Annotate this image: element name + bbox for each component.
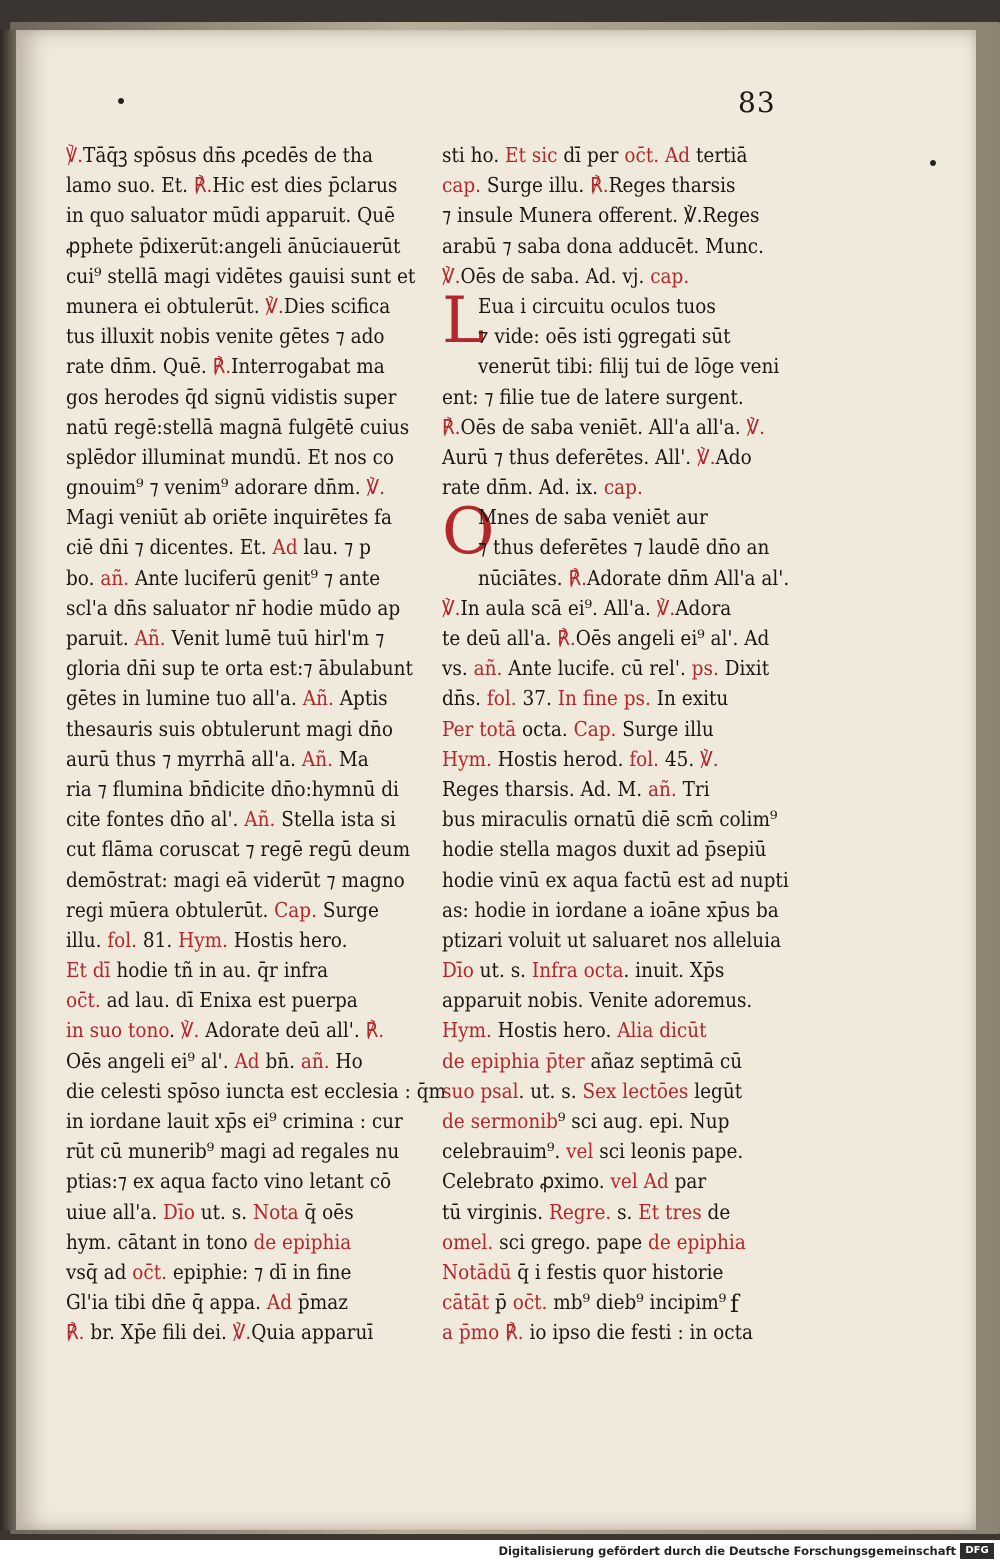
text-line: ⁊ thus deferētes ⁊ laudē dn̄o an bbox=[478, 535, 770, 560]
text-line: ent: ⁊ filie tue de latere surgent. bbox=[442, 384, 744, 409]
text-line: cui⁹ stellā magi vidētes gauisi sunt et bbox=[66, 263, 416, 288]
text-line: natū regē:stellā magnā fulgētē cuius bbox=[66, 414, 410, 439]
text-line: regi mūera obtulerūt. Cap. Surge bbox=[66, 897, 379, 922]
text-line: ⁊ insule Munera offerent. ℣.Reges bbox=[442, 203, 760, 228]
text-line: Aurū ⁊ thus deferētes. All'. ℣.Ado bbox=[442, 444, 752, 469]
text-line: de sermonib⁹ sci aug. epi. Nup bbox=[442, 1109, 730, 1133]
text-line: hodie vinū ex aqua factū est ad nupti bbox=[442, 867, 789, 892]
text-line: vs. añ. Ante lucife. cū rel'. ps. Dixit bbox=[442, 656, 770, 681]
text-line: ꝓphete p̄dixerūt:angeli ānūciauerūt bbox=[66, 233, 401, 258]
text-line: gloria dn̄i sup te orta est:⁊ ābulabunt bbox=[66, 656, 413, 681]
text-line: ptizari voluit ut saluaret nos alleluia bbox=[442, 927, 782, 952]
text-line: Gl'ia tibi dn̄e q̄ appa. Ad p̄maz bbox=[66, 1290, 348, 1315]
text-line: scl'a dn̄s saluator nr̄ hodie mūdo ap bbox=[66, 595, 401, 620]
text-line: in suo tono. ℣. Adorate deū all'. ℟. bbox=[66, 1018, 385, 1043]
text-line: rate dn̄m. Quē. ℟.Interrogabat ma bbox=[66, 354, 385, 379]
signature-mark: f bbox=[730, 1290, 739, 1318]
dfg-logo: DFG bbox=[960, 1543, 994, 1559]
red-initial-l: L bbox=[442, 283, 485, 358]
text-line: dn̄s. fol. 37. In fine ps. In exitu bbox=[442, 686, 729, 711]
text-line: rate dn̄m. Ad. ix. cap. bbox=[442, 475, 643, 500]
text-line: cātāt p̄ oc̄t. mb⁹ dieb⁹ incipim⁹ bbox=[442, 1290, 727, 1315]
text-line: Reges tharsis. Ad. M. añ. Tri bbox=[442, 776, 710, 801]
funding-credit: Digitalisierung gefördert durch die Deutsche Forschungsgemeinschaft bbox=[498, 1544, 956, 1558]
text-line: Eua i circuitu oculos tuos bbox=[478, 293, 716, 318]
text-line: ℣.Oēs de saba. Ad. vj. cap. bbox=[442, 263, 690, 288]
text-line: munera ei obtulerūt. ℣.Dies scifica bbox=[66, 293, 391, 318]
text-line: ⁊ vide: oēs isti ꝯgregati sūt bbox=[478, 324, 731, 349]
text-line: cite fontes dn̄o al'. Añ. Stella ista si bbox=[66, 807, 396, 832]
text-line: rūt cū munerib⁹ magi ad regales nu bbox=[66, 1139, 400, 1164]
ink-dot bbox=[118, 98, 124, 104]
text-line: Dīo ut. s. Infra octa. inuit. Xp̄s bbox=[442, 958, 725, 983]
decorated-block-2 bbox=[442, 495, 814, 1347]
text-line: ℟.Oēs de saba veniēt. All'a all'a. ℣. bbox=[442, 414, 765, 439]
text-line: venerūt tibi: filij tui de lōge veni bbox=[478, 354, 780, 379]
text-line: ℣.Tāq̄ꝫ spōsus dn̄s ꝓcedēs de tha bbox=[66, 143, 373, 167]
text-line: splēdor illuminat mundū. Et nos co bbox=[66, 444, 395, 469]
text-line: tus illuxit nobis venite gētes ⁊ ado bbox=[66, 324, 385, 349]
text-line: Et dī hodie tñ in au. q̄r infra bbox=[66, 958, 329, 983]
text-line: gos herodes q̄d signū vidistis super bbox=[66, 384, 397, 409]
text-line: bo. añ. Ante luciferū genit⁹ ⁊ ante bbox=[66, 565, 381, 590]
text-line: uiue all'a. Dīo ut. s. Nota q̄ oēs bbox=[66, 1199, 354, 1224]
text-line: suo psal. ut. s. Sex lectōes legūt bbox=[442, 1078, 743, 1103]
text-line: apparuit nobis. Venite adoremus. bbox=[442, 988, 753, 1013]
text-line: celebrauim⁹. vel sci leonis pape. bbox=[442, 1139, 744, 1164]
text-line: Oēs angeli ei⁹ al'. Ad bn̄. añ. Ho bbox=[66, 1048, 363, 1073]
text-line: Magi veniūt ab oriēte inquirētes fa bbox=[66, 505, 392, 530]
text-line: Hym. Hostis hero. Alia dicūt bbox=[442, 1018, 707, 1043]
text-line: vsq̄ ad oc̄t. epiphie: ⁊ dī in fine bbox=[66, 1259, 352, 1284]
text-line: ℣.In aula scā ei⁹. All'a. ℣.Adora bbox=[442, 595, 732, 620]
text-line: demōstrat: magi eā viderūt ⁊ magno bbox=[66, 867, 405, 892]
text-line: in quo saluator mūdi apparuit. Quē bbox=[66, 203, 396, 228]
text-line: cut flāma coruscat ⁊ regē regū deum bbox=[66, 837, 411, 862]
red-initial-o: O bbox=[442, 495, 495, 570]
text-line: gnouim⁹ ⁊ venim⁹ adorare dn̄m. ℣. bbox=[66, 475, 386, 500]
text-line: Mnes de saba veniēt aur bbox=[478, 505, 708, 530]
text-line: oc̄t. ad lau. dī Enixa est puerpa bbox=[66, 988, 358, 1013]
text-line: te deū all'a. ℟.Oēs angeli ei⁹ al'. Ad bbox=[442, 626, 770, 650]
text-line: bus miraculis ornatū diē scm̄ colim⁹ bbox=[442, 807, 778, 832]
text-line: sti ho. Et sic dī per oc̄t. Ad tertiā bbox=[442, 143, 748, 167]
left-text-column bbox=[66, 140, 447, 1348]
text-line: omel. sci grego. pape de epiphia bbox=[442, 1229, 746, 1254]
text-line: illu. fol. 81. Hym. Hostis hero. bbox=[66, 927, 348, 952]
text-line: arabū ⁊ saba dona adducēt. Munc. bbox=[442, 233, 764, 258]
footer-bar bbox=[0, 1540, 1000, 1563]
text-line: Notādū q̄ i festis quor historie bbox=[442, 1259, 724, 1284]
text-line: de epiphia p̄ter añaz septimā cū bbox=[442, 1048, 743, 1073]
decorated-block-1 bbox=[442, 283, 814, 502]
text-line: Celebrato ꝓximo. vel Ad par bbox=[442, 1169, 707, 1194]
text-line: thesauris suis obtulerunt magi dn̄o bbox=[66, 716, 393, 741]
right-text-column bbox=[442, 140, 814, 1348]
text-line: a p̄mo ℟. io ipso die festi : in octa bbox=[442, 1320, 754, 1345]
text-line: hym. cātant in tono de epiphia bbox=[66, 1229, 352, 1254]
text-line: paruit. Añ. Venit lumē tuū hirl'm ⁊ bbox=[66, 626, 385, 650]
text-line: aurū thus ⁊ myrrhā all'a. Añ. Ma bbox=[66, 746, 369, 771]
text-line: ptias:⁊ ex aqua facto vino letant cō bbox=[66, 1169, 392, 1194]
text-line: cap. Surge illu. ℟.Reges tharsis bbox=[442, 173, 736, 198]
text-line: die celesti spōso iuncta est ecclesia : q̄m bbox=[66, 1078, 447, 1103]
right-column-block-1 bbox=[442, 283, 814, 502]
text-line: hodie stella magos duxit ad p̄sepiū bbox=[442, 837, 767, 862]
right-column-block-2 bbox=[442, 495, 814, 1347]
text-line: ria ⁊ flumina bn̄dicite dn̄o:hymnū di bbox=[66, 776, 399, 801]
text-line: Hym. Hostis herod. fol. 45. ℣. bbox=[442, 746, 719, 771]
text-line: ℟. br. Xp̄e fili dei. ℣.Quia apparuī bbox=[66, 1320, 374, 1345]
text-line: in iordane lauit xp̄s ei⁹ crimina : cur bbox=[66, 1109, 403, 1133]
text-line: Per totā octa. Cap. Surge illu bbox=[442, 716, 714, 741]
text-line: nūciātes. ℟.Adorate dn̄m All'a al'. bbox=[478, 565, 790, 590]
text-line: lamo suo. Et. ℟.Hic est dies p̄clarus bbox=[66, 173, 398, 198]
folio-number: 83 bbox=[738, 86, 776, 119]
right-column-top bbox=[442, 140, 814, 291]
text-line: ciē dn̄i ⁊ dicentes. Et. Ad lau. ⁊ p bbox=[66, 535, 371, 560]
text-line: as: hodie in iordane a ioāne xp̄us ba bbox=[442, 897, 779, 922]
text-line: gētes in lumine tuo all'a. Añ. Aptis bbox=[66, 686, 388, 711]
text-line: tū virginis. Regre. s. Et tres de bbox=[442, 1199, 731, 1224]
ink-dot bbox=[930, 160, 936, 166]
